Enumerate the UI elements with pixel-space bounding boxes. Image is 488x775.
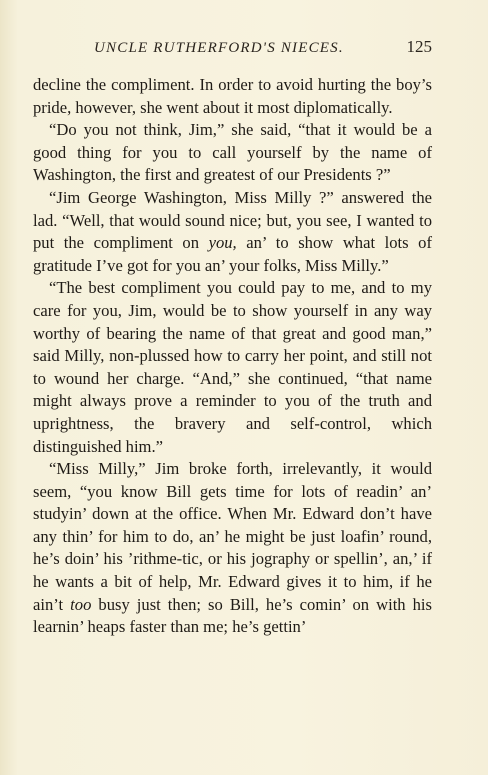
paragraph-text: “Do you not think, Jim,” she said, “that it would be a good thing for you to call yourself by the name of Washington, the first and greatest of our Presidents ?” xyxy=(33,120,432,185)
paragraph-text: an’ to show what lots of gratitude I’ve got for you an’ your folks, Miss Milly.” xyxy=(33,233,432,275)
italic-text: you, xyxy=(208,233,237,253)
paragraph xyxy=(33,277,432,458)
page-number: 125 xyxy=(406,37,432,56)
paragraph-text: “Jim George Washington, Miss Milly ?” answered the lad. “Well, that would sound nice; but, you see, I wanted to put the compliment on xyxy=(33,187,432,253)
paragraph-text: decline the compliment. In order to avoid hurting the boy’s pride, however, she went about it most diplomatically. xyxy=(33,75,432,117)
paragraph-text: “The best compliment you could pay to me, and to my care for you, Jim, would be to show yourself in any way worthy of bearing the name of that great and good man,” said Milly, non-plussed how to carry her point, and still not to wound her charge. “And,” she continued, “that name might always prove a reminder to you of the truth and uprightness, the bravery and self-control, which distinguished him.” xyxy=(33,278,432,456)
paragraph-text: “Miss Milly,” Jim broke forth, irrelevantly, it would seem, “you know Bill gets time for lots of readin’ an’ studyin’ down at the office. When Mr. Edward don’t have any thin’ for him to do, an’ he might be just loafin’ round, he’s doin’ his ’rithme-tic, or his jography or spellin’, an,’ if he wants a bit of help, Mr. Edward gives it to him, if he ain’t xyxy=(33,459,432,614)
page-body-text xyxy=(33,74,432,639)
running-title: UNCLE RUTHERFORD'S NIECES. xyxy=(94,40,344,56)
paragraph xyxy=(33,119,432,187)
page-header xyxy=(32,37,432,60)
paragraph xyxy=(33,74,432,119)
paragraph xyxy=(33,187,432,277)
paragraph xyxy=(33,458,432,639)
italic-text: too xyxy=(70,594,92,614)
paragraph-text: busy just then; so Bill, he’s comin’ on with his learnin’ heaps faster than me; he’s gettin’ xyxy=(33,594,433,637)
